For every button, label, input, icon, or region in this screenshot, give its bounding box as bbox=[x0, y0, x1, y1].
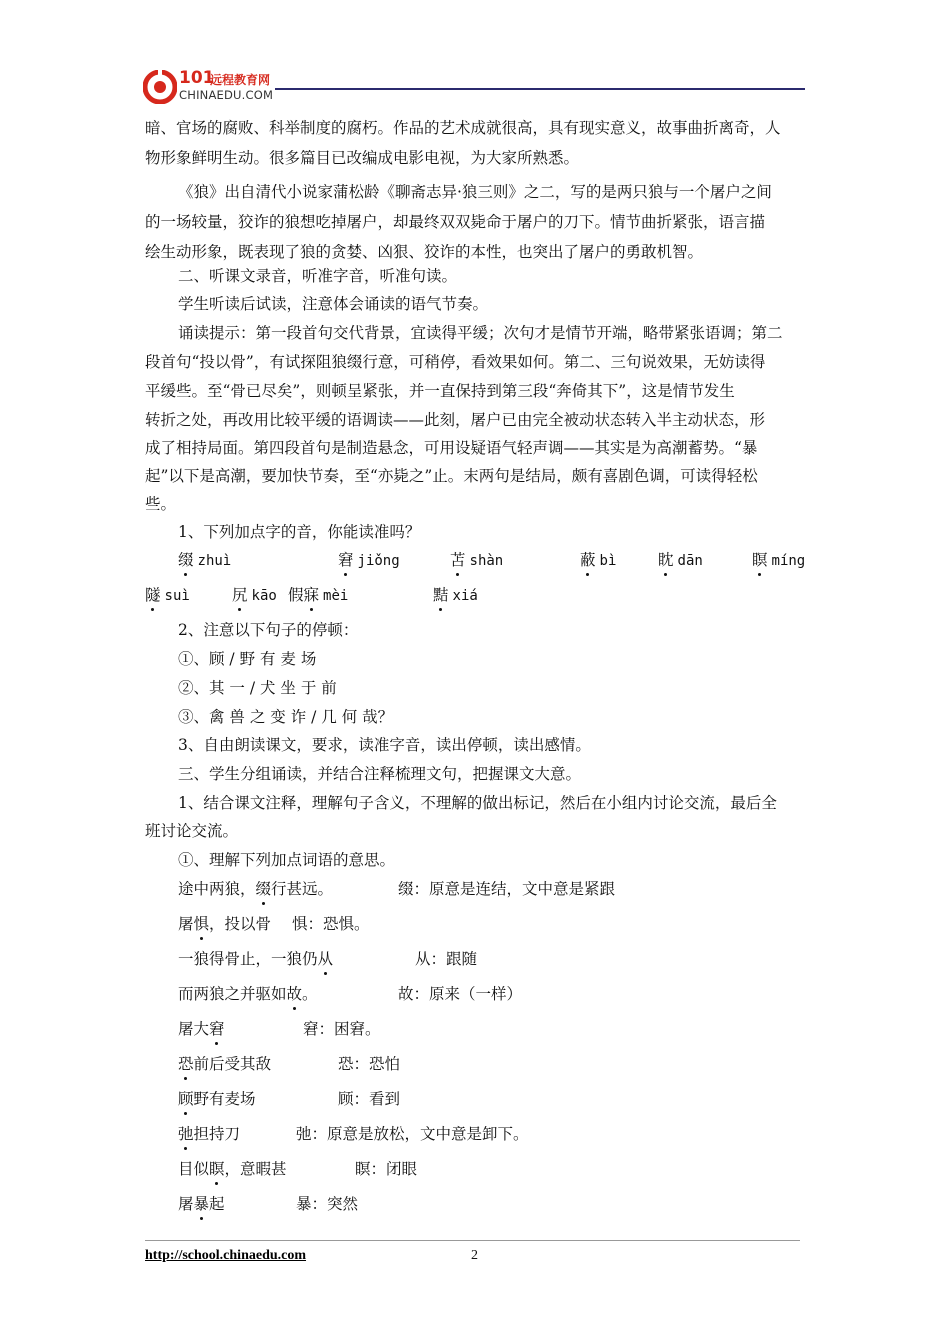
para2-line-2: 的一场较量，狡诈的狼想吃掉屠户，却最终双双毙命于屠户的刀下。情节曲折紧张，语言描 bbox=[145, 213, 766, 231]
pinyin: xiá bbox=[452, 588, 478, 604]
vocab-phrase bbox=[178, 1052, 271, 1074]
para1-line-2: 物形象鲜明生动。很多篇目已改编成电影电视，为大家所熟悉。 bbox=[145, 149, 580, 167]
pause-line-1: ①、顾 / 野 有 麦 场 bbox=[178, 650, 317, 668]
para2-line-3: 绘生动形象，既表现了狼的贪婪、凶狠、狡诈的本性，也突出了屠户的勇敢机智。 bbox=[145, 243, 704, 261]
tips-line-1: 诵读提示：第一段首句交代背景，宜读得平缓；次句才是情节开端，略带紧张语调；第二 bbox=[178, 324, 783, 342]
vocab-text: 担持刀 bbox=[193, 1125, 241, 1143]
dotted-char: 蔽 bbox=[580, 548, 596, 570]
vocab-text: 一狼得骨止，一狼仍 bbox=[178, 950, 318, 968]
question-1: 1、下列加点字的音，你能读准吗？ bbox=[178, 523, 421, 541]
logo-cn-name: 远程教育网 bbox=[210, 73, 271, 87]
vocab-text: 野有麦场 bbox=[193, 1090, 256, 1108]
footer-rule bbox=[145, 1240, 800, 1241]
pinyin-item bbox=[433, 583, 478, 605]
dotted-char: 惧 bbox=[194, 912, 210, 934]
dotted-char: 故 bbox=[287, 982, 303, 1004]
section3-item1-line-1: 1、结合课文注释，理解句子含义，不理解的做出标记，然后在小组内讨论交流，最后全 bbox=[178, 794, 777, 812]
vocab-text: 屠大 bbox=[178, 1020, 210, 1038]
pinyin-item bbox=[338, 548, 400, 570]
vocab-phrase bbox=[178, 947, 333, 969]
pinyin: dān bbox=[677, 553, 703, 569]
header-rule bbox=[275, 88, 805, 90]
dotted-char: 弛 bbox=[178, 1122, 194, 1144]
pinyin: shàn bbox=[469, 553, 504, 569]
pinyin: míng bbox=[771, 553, 806, 569]
dotted-char: 尻 bbox=[232, 583, 248, 605]
page-number: 2 bbox=[471, 1248, 478, 1263]
section3-heading: 三、学生分组诵读，并结合注释梳理文句，把握课文大意。 bbox=[178, 765, 582, 783]
pinyin-item bbox=[232, 583, 277, 605]
pinyin: zhuì bbox=[197, 553, 232, 569]
dotted-char: 隧 bbox=[145, 583, 161, 605]
vocab-text: ，意暇甚 bbox=[224, 1160, 287, 1178]
tips-line-5: 成了相持局面。第四段首句是制造悬念，可用设疑语气轻声调——其实是为高潮蓄势。“暴 bbox=[145, 439, 758, 457]
tips-line-2: 段首句“投以骨”，有试探阻狼缀行意，可稍停，看效果如何。第二、三句说效果，无妨读得 bbox=[145, 353, 766, 371]
dotted-char: 从 bbox=[318, 947, 334, 969]
pinyin: jiǒng bbox=[357, 553, 400, 569]
vocab-note: 故：原来（一样） bbox=[398, 985, 523, 1003]
dotted-char: 恐 bbox=[178, 1052, 194, 1074]
dotted-char: 瞑 bbox=[752, 548, 768, 570]
tips-line-6: 起”以下是高潮，要加快节奏，至“亦毙之”止。末两句是结局，颇有喜剧色调，可读得轻松 bbox=[145, 467, 758, 485]
dotted-char: 眈 bbox=[658, 548, 674, 570]
vocab-note: 窘：困窘。 bbox=[303, 1020, 381, 1038]
vocab-phrase bbox=[178, 877, 333, 899]
vocab-phrase bbox=[178, 1017, 225, 1039]
header-logo bbox=[143, 70, 278, 104]
dotted-char: 暴 bbox=[194, 1192, 210, 1214]
vocab-phrase bbox=[178, 982, 318, 1004]
pinyin: bì bbox=[599, 553, 617, 569]
section2-sub: 学生听读后试读，注意体会诵读的语气节奏。 bbox=[178, 295, 489, 313]
vocab-text: 屠 bbox=[178, 915, 194, 933]
dotted-char: 寐 bbox=[304, 583, 320, 605]
vocab-text: 。 bbox=[302, 985, 318, 1003]
question-2: 2、注意以下句子的停顿： bbox=[178, 621, 359, 639]
vocab-text: 而两狼之并驱如 bbox=[178, 985, 287, 1003]
pinyin: kāo bbox=[251, 588, 277, 604]
vocab-text: 起 bbox=[209, 1195, 225, 1213]
logo-en-name: CHINAEDU.COM bbox=[179, 88, 274, 102]
dotted-char: 黠 bbox=[433, 583, 449, 605]
vocab-phrase bbox=[178, 1122, 240, 1144]
dotted-char: 窘 bbox=[338, 548, 354, 570]
dotted-char: 苫 bbox=[450, 548, 466, 570]
plain-char: 假 bbox=[288, 586, 304, 604]
vocab-note: 从：跟随 bbox=[415, 950, 478, 968]
vocab-text: 途中两狼， bbox=[178, 880, 256, 898]
vocab-text: 屠 bbox=[178, 1195, 194, 1213]
para2-line-1: 《狼》出自清代小说家蒲松龄《聊斋志异·狼三则》之二，写的是两只狼与一个屠户之间 bbox=[178, 183, 772, 201]
tips-line-4: 转折之处，再改用比较平缓的语调读——此刻，屠户已由完全被动状态转入半主动状态，形 bbox=[145, 411, 766, 429]
pinyin-item bbox=[178, 548, 231, 570]
dotted-char: 瞑 bbox=[209, 1157, 225, 1179]
vocab-note: 惧：恐惧。 bbox=[292, 915, 370, 933]
pinyin-item bbox=[288, 583, 348, 605]
vocab-note: 顾：看到 bbox=[338, 1090, 401, 1108]
tips-line-7: 些。 bbox=[145, 495, 177, 513]
dotted-char: 缀 bbox=[256, 877, 272, 899]
footer-url-link[interactable]: http://school.chinaedu.com bbox=[145, 1248, 307, 1263]
vocab-text: 目似 bbox=[178, 1160, 210, 1178]
vocab-title: ①、理解下列加点词语的意思。 bbox=[178, 851, 396, 869]
pause-line-3: ③、禽 兽 之 变 诈 / 几 何 哉？ bbox=[178, 708, 394, 726]
vocab-note: 缀：原意是连结，文中意是紧跟 bbox=[398, 880, 616, 898]
vocab-text: ，投以骨 bbox=[209, 915, 272, 933]
question-3: 3、自由朗读课文，要求，读准字音，读出停顿，读出感情。 bbox=[178, 736, 591, 754]
vocab-text: 行甚远。 bbox=[271, 880, 334, 898]
pinyin: mèi bbox=[323, 588, 349, 604]
tips-line-3: 平缓些。至“骨已尽矣”，则顿呈紧张，并一直保持到第三段“奔倚其下”，这是情节发生 bbox=[145, 382, 735, 400]
dotted-char: 顾 bbox=[178, 1087, 194, 1109]
section2-heading: 二、听课文录音，听准字音，听准句读。 bbox=[178, 267, 458, 285]
vocab-phrase bbox=[178, 1157, 287, 1179]
dotted-char: 窘 bbox=[209, 1017, 225, 1039]
vocab-note: 恐：恐怕 bbox=[338, 1055, 401, 1073]
vocab-note: 弛：原意是放松，文中意是卸下。 bbox=[296, 1125, 529, 1143]
section3-item1-line-2: 班讨论交流。 bbox=[145, 822, 239, 840]
vocab-phrase bbox=[178, 1087, 256, 1109]
dotted-char: 缀 bbox=[178, 548, 194, 570]
pinyin: suì bbox=[164, 588, 190, 604]
logo-emblem-icon bbox=[143, 70, 177, 104]
vocab-phrase bbox=[178, 912, 271, 934]
pinyin-item bbox=[658, 548, 703, 570]
vocab-phrase bbox=[178, 1192, 225, 1214]
pinyin-item bbox=[450, 548, 503, 570]
vocab-note: 瞑：闭眼 bbox=[355, 1160, 418, 1178]
pinyin-item bbox=[145, 583, 190, 605]
vocab-text: 前后受其敌 bbox=[193, 1055, 272, 1073]
pinyin-item bbox=[752, 548, 805, 570]
para1-line-1: 暗、官场的腐败、科举制度的腐朽。作品的艺术成就很高，具有现实意义，故事曲折离奇，人 bbox=[145, 119, 781, 137]
logo-number: 101 bbox=[179, 68, 215, 88]
pause-line-2: ②、其 一 / 犬 坐 于 前 bbox=[178, 679, 337, 697]
vocab-note: 暴：突然 bbox=[296, 1195, 359, 1213]
pinyin-item bbox=[580, 548, 616, 570]
